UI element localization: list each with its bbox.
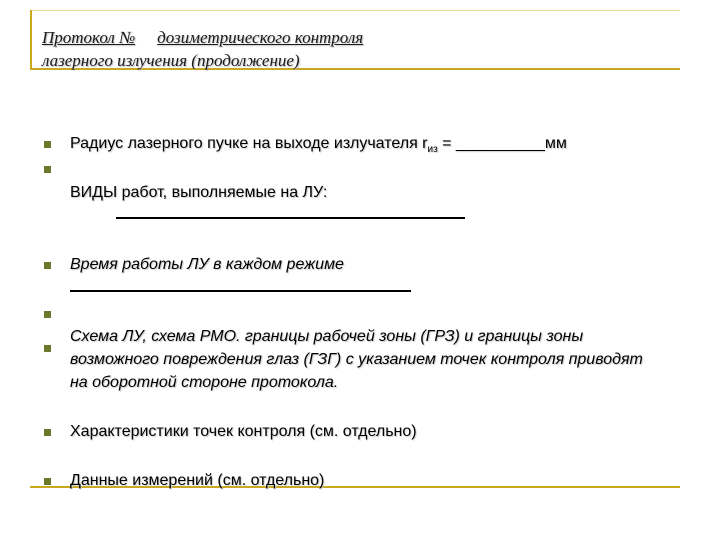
title-part-1: Протокол № — [42, 28, 136, 47]
title-part-2: дозиметрического контроля — [157, 28, 364, 47]
bullet-icon — [44, 345, 51, 352]
item-2-text: работ, выполняемые на ЛУ: — [117, 184, 328, 201]
frame-left-line — [30, 10, 32, 68]
fill-in-line — [116, 217, 465, 219]
bullet-icon — [44, 166, 51, 173]
list-item — [70, 132, 567, 161]
bullet-icon — [44, 478, 51, 485]
bullet-icon — [44, 429, 51, 436]
bullet-icon — [44, 311, 51, 318]
frame-top-line — [30, 10, 680, 11]
bullet-icon — [44, 141, 51, 148]
item-2-lead: ВИДЫ — [70, 184, 118, 201]
bullet-icon — [44, 262, 51, 269]
list-item: Характеристики точек контроля (см. отдельно) — [70, 423, 417, 440]
page-title — [42, 26, 363, 72]
list-item: Время работы ЛУ в каждом режиме — [70, 256, 344, 273]
item-1-subscript: из — [427, 144, 438, 156]
list-item: Схема ЛУ, схема РМО. границы рабочей зоны (ГРЗ) и границы зоны возможного повреждения глаз (ГЗГ) с указанием точек контроля приводят на оборотной стороне протокола. — [70, 328, 643, 391]
list-item: Данные измерений (см. отдельно) — [70, 472, 325, 489]
fill-in-line — [70, 290, 411, 292]
item-1-text: Радиус лазерного пучке на выходе излучателя r — [70, 135, 428, 152]
item-1-text-after: = __________мм — [437, 135, 567, 152]
list-item — [70, 181, 327, 204]
title-line-2: лазерного излучения (продолжение) — [42, 51, 300, 70]
